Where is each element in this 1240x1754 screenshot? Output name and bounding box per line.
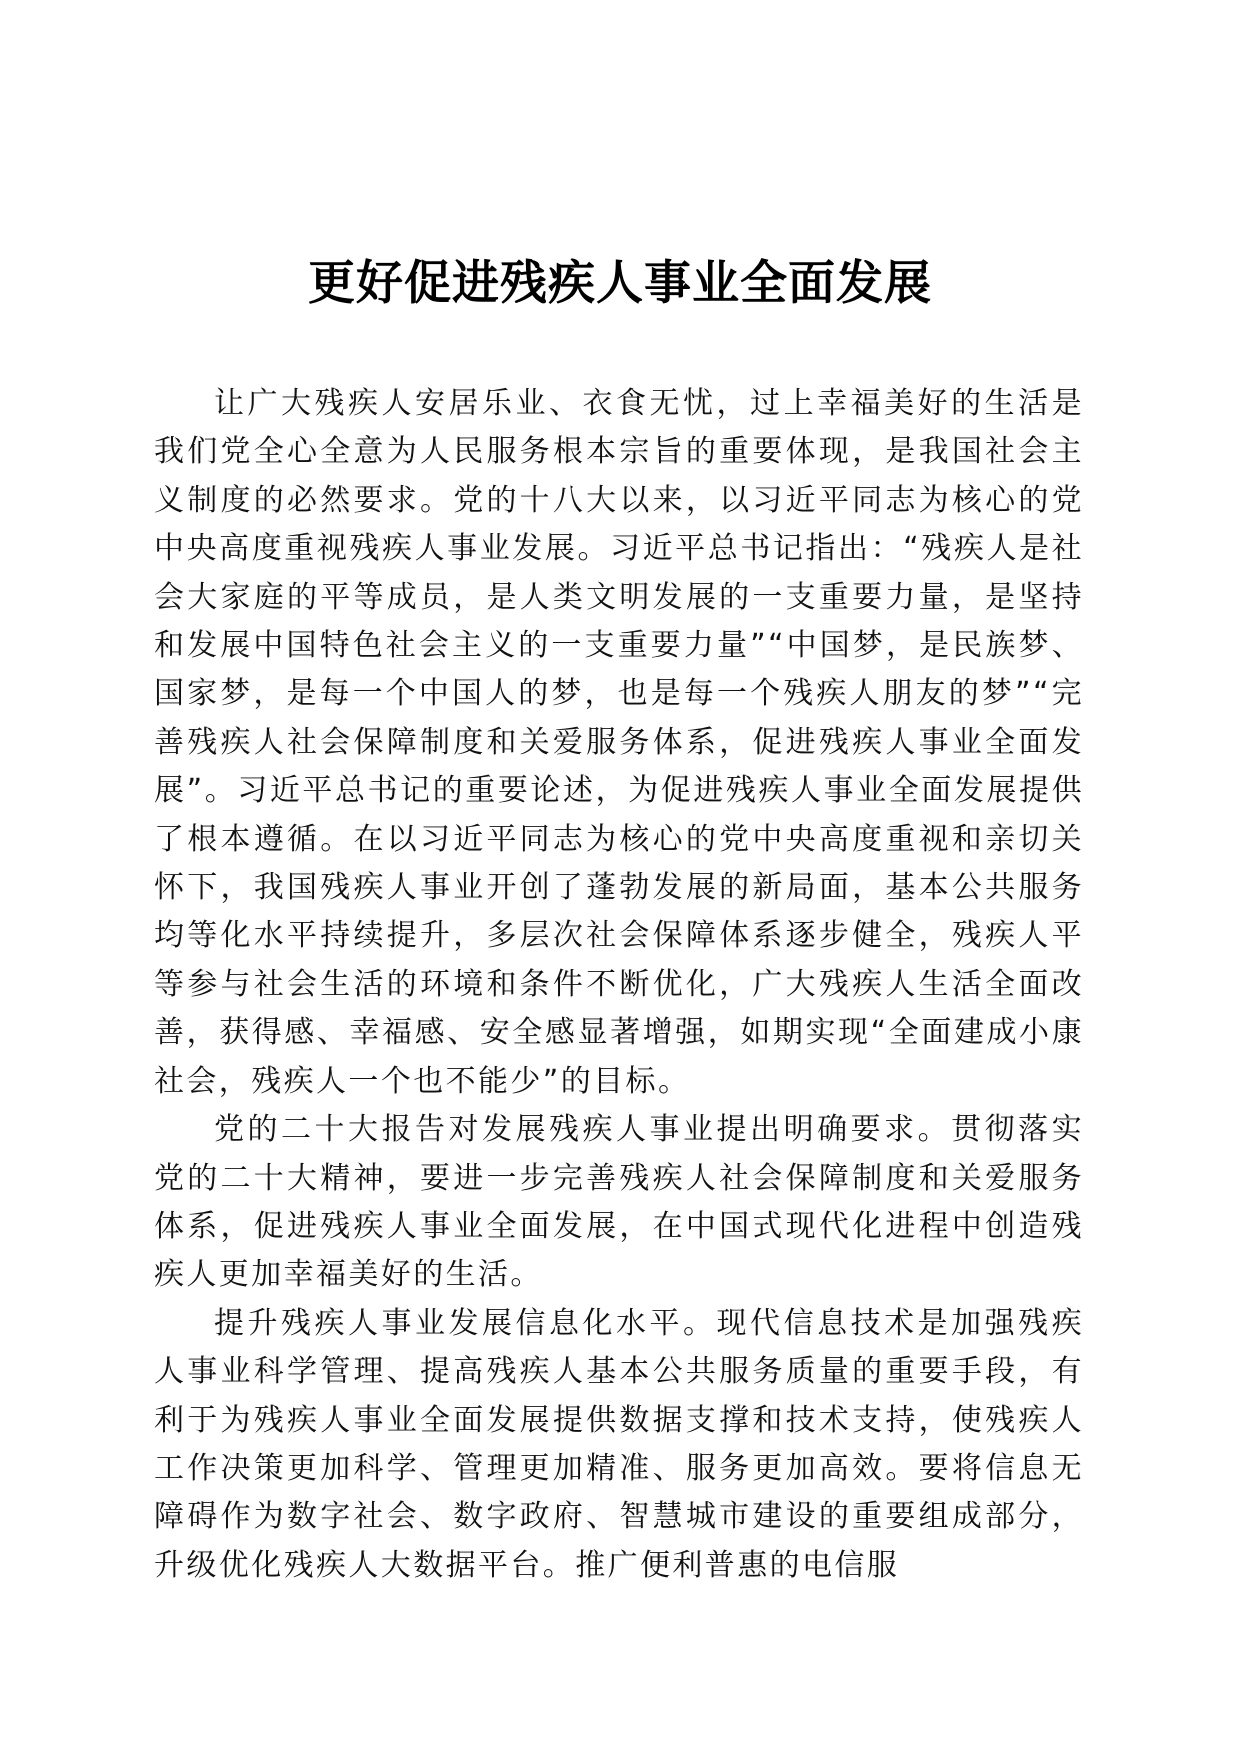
document-body [154, 380, 1084, 1590]
paragraph-2: 党的二十大报告对发展残疾人事业提出明确要求。贯彻落实党的二十大精神，要进一步完善残疾人社会保障制度和关爱服务体系，促进残疾人事业全面发展，在中国式现代化进程中创造残疾人更加幸福美好的生活。 [154, 1112, 1084, 1293]
paragraph-1: 让广大残疾人安居乐业、衣食无忧，过上幸福美好的生活是我们党全心全意为人民服务根本宗旨的重要体现，是我国社会主义制度的必然要求。党的十八大以来，以习近平同志为核心的党中央高度重视残疾人事业发展。习近平总书记指出：“残疾人是社会大家庭的平等成员，是人类文明发展的一支重要力量，是坚持和发展中国特色社会主义的一支重要力量”“中国梦，是民族梦、国家梦，是每一个中国人的梦，也是每一个残疾人朋友的梦”“完善残疾人社会保障制度和关爱服务体系，促进残疾人事业全面发展”。习近平总书记的重要论述，为促进残疾人事业全面发展提供了根本遵循。在以习近平同志为核心的党中央高度重视和亲切关怀下，我国残疾人事业开创了蓬勃发展的新局面，基本公共服务均等化水平持续提升，多层次社会保障体系逐步健全，残疾人平等参与社会生活的环境和条件不断优化，广大残疾人生活全面改善，获得感、幸福感、安全感显著增强，如期实现“全面建成小康社会，残疾人一个也不能少”的目标。 [154, 386, 1084, 1099]
document-title: 更好促进残疾人事业全面发展 [308, 256, 932, 311]
paragraph-3: 提升残疾人事业发展信息化水平。现代信息技术是加强残疾人事业科学管理、提高残疾人基本公共服务质量的重要手段，有利于为残疾人事业全面发展提供数据支撑和技术支持，使残疾人工作决策更加科学、管理更加精准、服务更加高效。要将信息无障碍作为数字社会、数字政府、智慧城市建设的重要组成部分，升级优化残疾人大数据平台。推广便利普惠的电信服 [154, 1305, 1084, 1583]
